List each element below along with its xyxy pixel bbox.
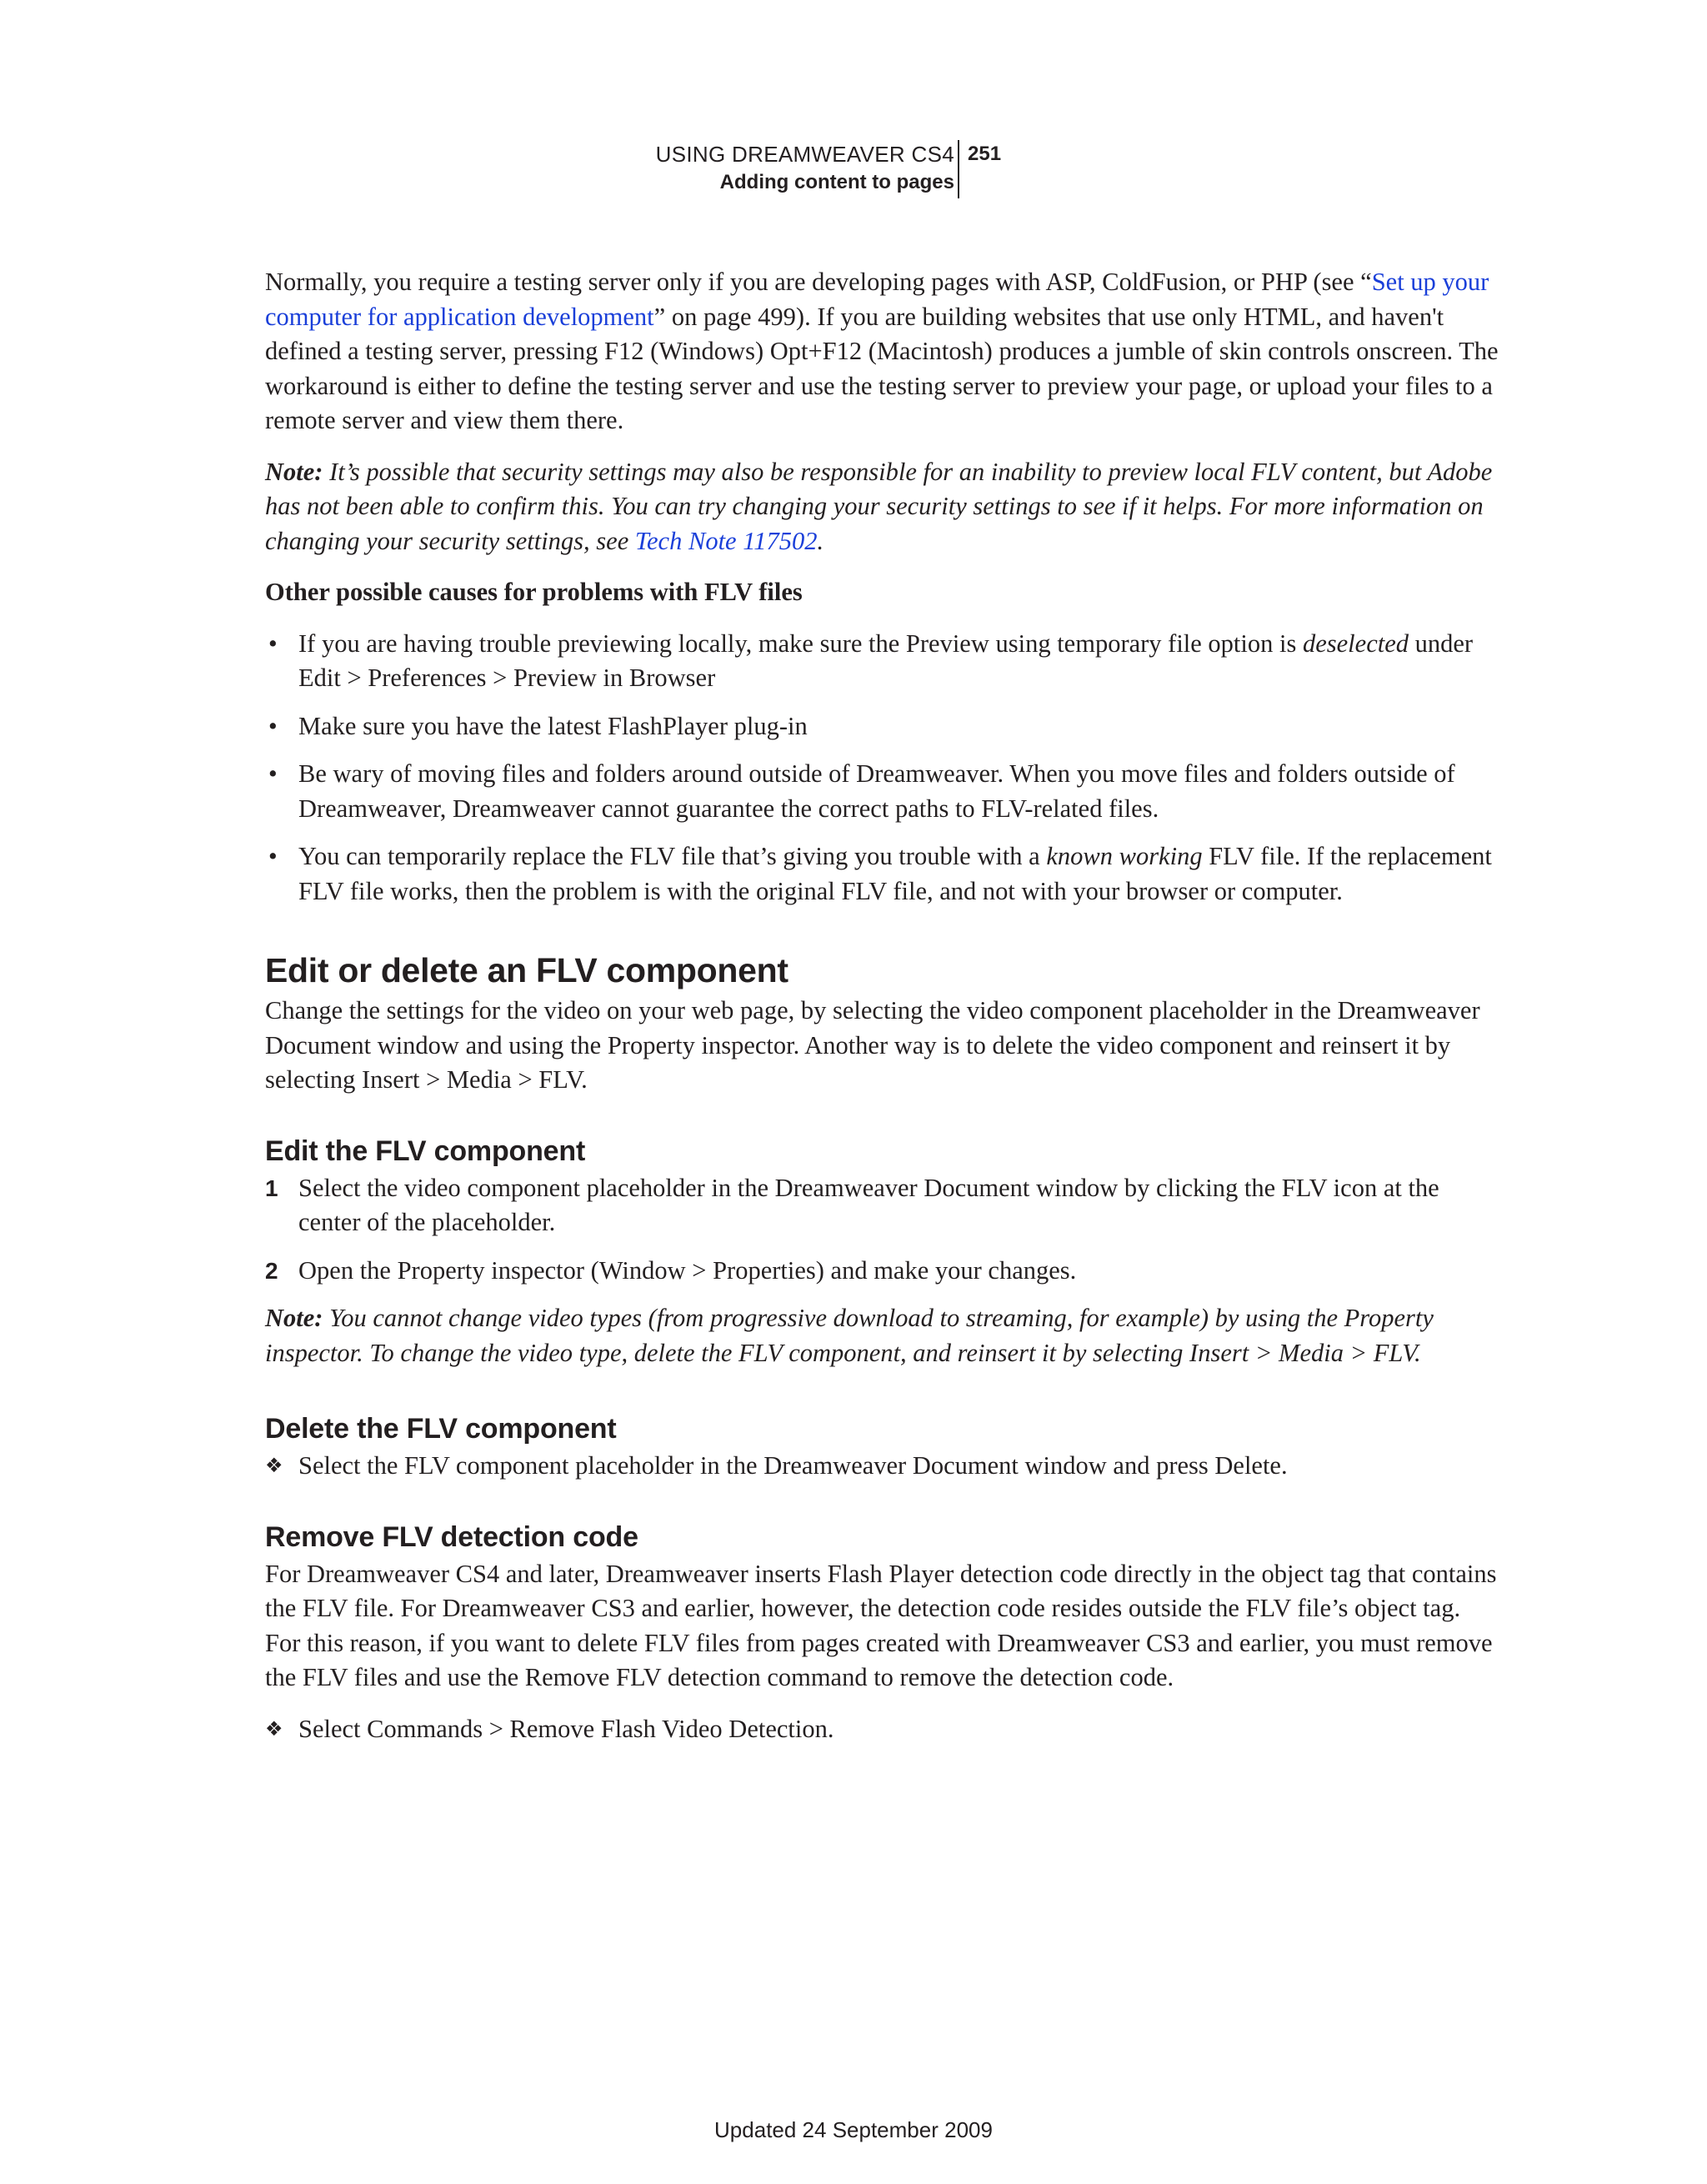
intro-paragraph — [265, 265, 1499, 438]
causes-list — [265, 627, 1499, 909]
list-item — [265, 839, 1499, 909]
edit-delete-heading: Edit or delete an FLV component — [265, 951, 788, 989]
note-end: . — [817, 526, 824, 555]
list-item — [265, 1449, 1499, 1484]
note-label: Note: — [265, 457, 323, 486]
security-note — [265, 455, 1499, 559]
edit-flv-steps — [265, 1171, 1499, 1289]
list-item — [265, 709, 1499, 744]
step-1-text: Select the video component placeholder in the Dreamweaver Document window by clicking the FLV icon at the center of the placeholder. — [298, 1173, 1439, 1236]
cause-1-emphasis: deselected — [1302, 629, 1409, 658]
step-2-text: Open the Property inspector (Window > Properties) and make your changes. — [298, 1255, 1077, 1285]
cause-2-text: Make sure you have the latest FlashPlayer plug-in — [298, 711, 808, 740]
step-number: 2 — [265, 1257, 278, 1284]
note-label: Note: — [265, 1304, 323, 1332]
intro-text-1: Normally, you require a testing server only if you are developing pages with ASP, ColdFusion, or PHP (see “ — [265, 268, 1372, 296]
list-item — [265, 1171, 1499, 1240]
cause-3-text: Be wary of moving files and folders around outside of Dreamweaver. When you move files and folders outside of Dreamweaver, Dreamweaver cannot guarantee the correct paths to FLV-related files. — [298, 759, 1455, 823]
bullet-icon: • — [268, 711, 278, 740]
remove-step-text: Select Commands > Remove Flash Video Detection. — [298, 1714, 834, 1743]
list-item — [265, 1712, 1499, 1747]
running-header-title: USING DREAMWEAVER CS4 — [655, 142, 954, 167]
step-number: 1 — [265, 1175, 278, 1201]
delete-flv-heading: Delete the FLV component — [265, 1413, 617, 1445]
cause-4-text: You can temporarily replace the FLV file that’s giving you trouble with a — [298, 842, 1047, 870]
page-content — [265, 265, 1499, 1746]
edit-flv-note — [265, 1301, 1499, 1370]
edit-delete-paragraph: Change the settings for the video on your web page, by selecting the video component placeholder in the Dreamweaver Document window and using the Property inspector. Another way is to delete the video component and reinsert it by selecting Insert > Media > FLV. — [265, 996, 1480, 1094]
cause-1-text: If you are having trouble previewing locally, make sure the Preview using temporary file option is — [298, 629, 1303, 658]
bullet-icon: • — [268, 759, 278, 788]
delete-flv-steps — [265, 1449, 1499, 1484]
note-text: You cannot change video types (from progressive download to streaming, for example) by using the Property inspector. To change the video type, delete the FLV component, and reinsert it by selecting Insert > Media > FLV. — [265, 1304, 1434, 1367]
list-item — [265, 757, 1499, 826]
bullet-icon: • — [268, 842, 278, 870]
diamond-bullet-icon: ❖ — [265, 1454, 283, 1477]
running-header — [656, 140, 954, 197]
list-item — [265, 1254, 1499, 1289]
edit-flv-heading: Edit the FLV component — [265, 1135, 586, 1167]
bullet-icon: • — [268, 629, 278, 658]
remove-detection-steps — [265, 1712, 1499, 1747]
tech-note-link[interactable]: Tech Note 117502 — [634, 526, 818, 555]
remove-detection-paragraph: For Dreamweaver CS4 and later, Dreamweaver inserts Flash Player detection code directly in the object tag that contains the FLV file. For Dreamweaver CS3 and earlier, however, the detection code resides outside the FLV file’s object tag. For this reason, if you want to delete FLV files from pages created with Dreamweaver CS3 and earlier, you must remove the FLV files and use the Remove FLV detection command to remove the detection code. — [265, 1559, 1497, 1691]
note-text: It’s possible that security settings may also be responsible for an inability to preview local FLV content, but Adobe has not been able to confirm this. You can try changing your security settings to see if it helps. For more information on changing your security settings, see — [265, 457, 1493, 555]
delete-step-text: Select the FLV component placeholder in the Dreamweaver Document window and press Delete. — [298, 1451, 1288, 1480]
cause-1-text-end: under Edit > Preferences > Preview in Browser — [298, 629, 1474, 692]
intro-text-2: ” on page 499). If you are building websites that use only HTML, and haven't defined a testing server, pressing F12 (Windows) Opt+F12 (Macintosh) produces a jumble of skin controls onscreen. The workaround is either to define the testing server and use the testing server to preview your page, or upload your files to a remote server and view them there. — [265, 302, 1499, 434]
diamond-bullet-icon: ❖ — [265, 1716, 283, 1741]
causes-heading: Other possible causes for problems with FLV files — [265, 578, 803, 606]
page-footer: Updated 24 September 2009 — [714, 2117, 993, 2142]
cause-4-emphasis: known working — [1046, 842, 1203, 870]
header-divider — [958, 140, 959, 198]
setup-computer-link[interactable]: Set up your computer for application development — [265, 268, 1489, 331]
list-item — [265, 627, 1499, 696]
cause-4-text-end: FLV file. If the replacement FLV file works, then the problem is with the original FLV file, and not with your browser or computer. — [298, 842, 1492, 905]
running-header-section: Adding content to pages — [719, 171, 954, 193]
page-number: 251 — [968, 143, 1002, 165]
remove-detection-heading: Remove FLV detection code — [265, 1520, 638, 1553]
